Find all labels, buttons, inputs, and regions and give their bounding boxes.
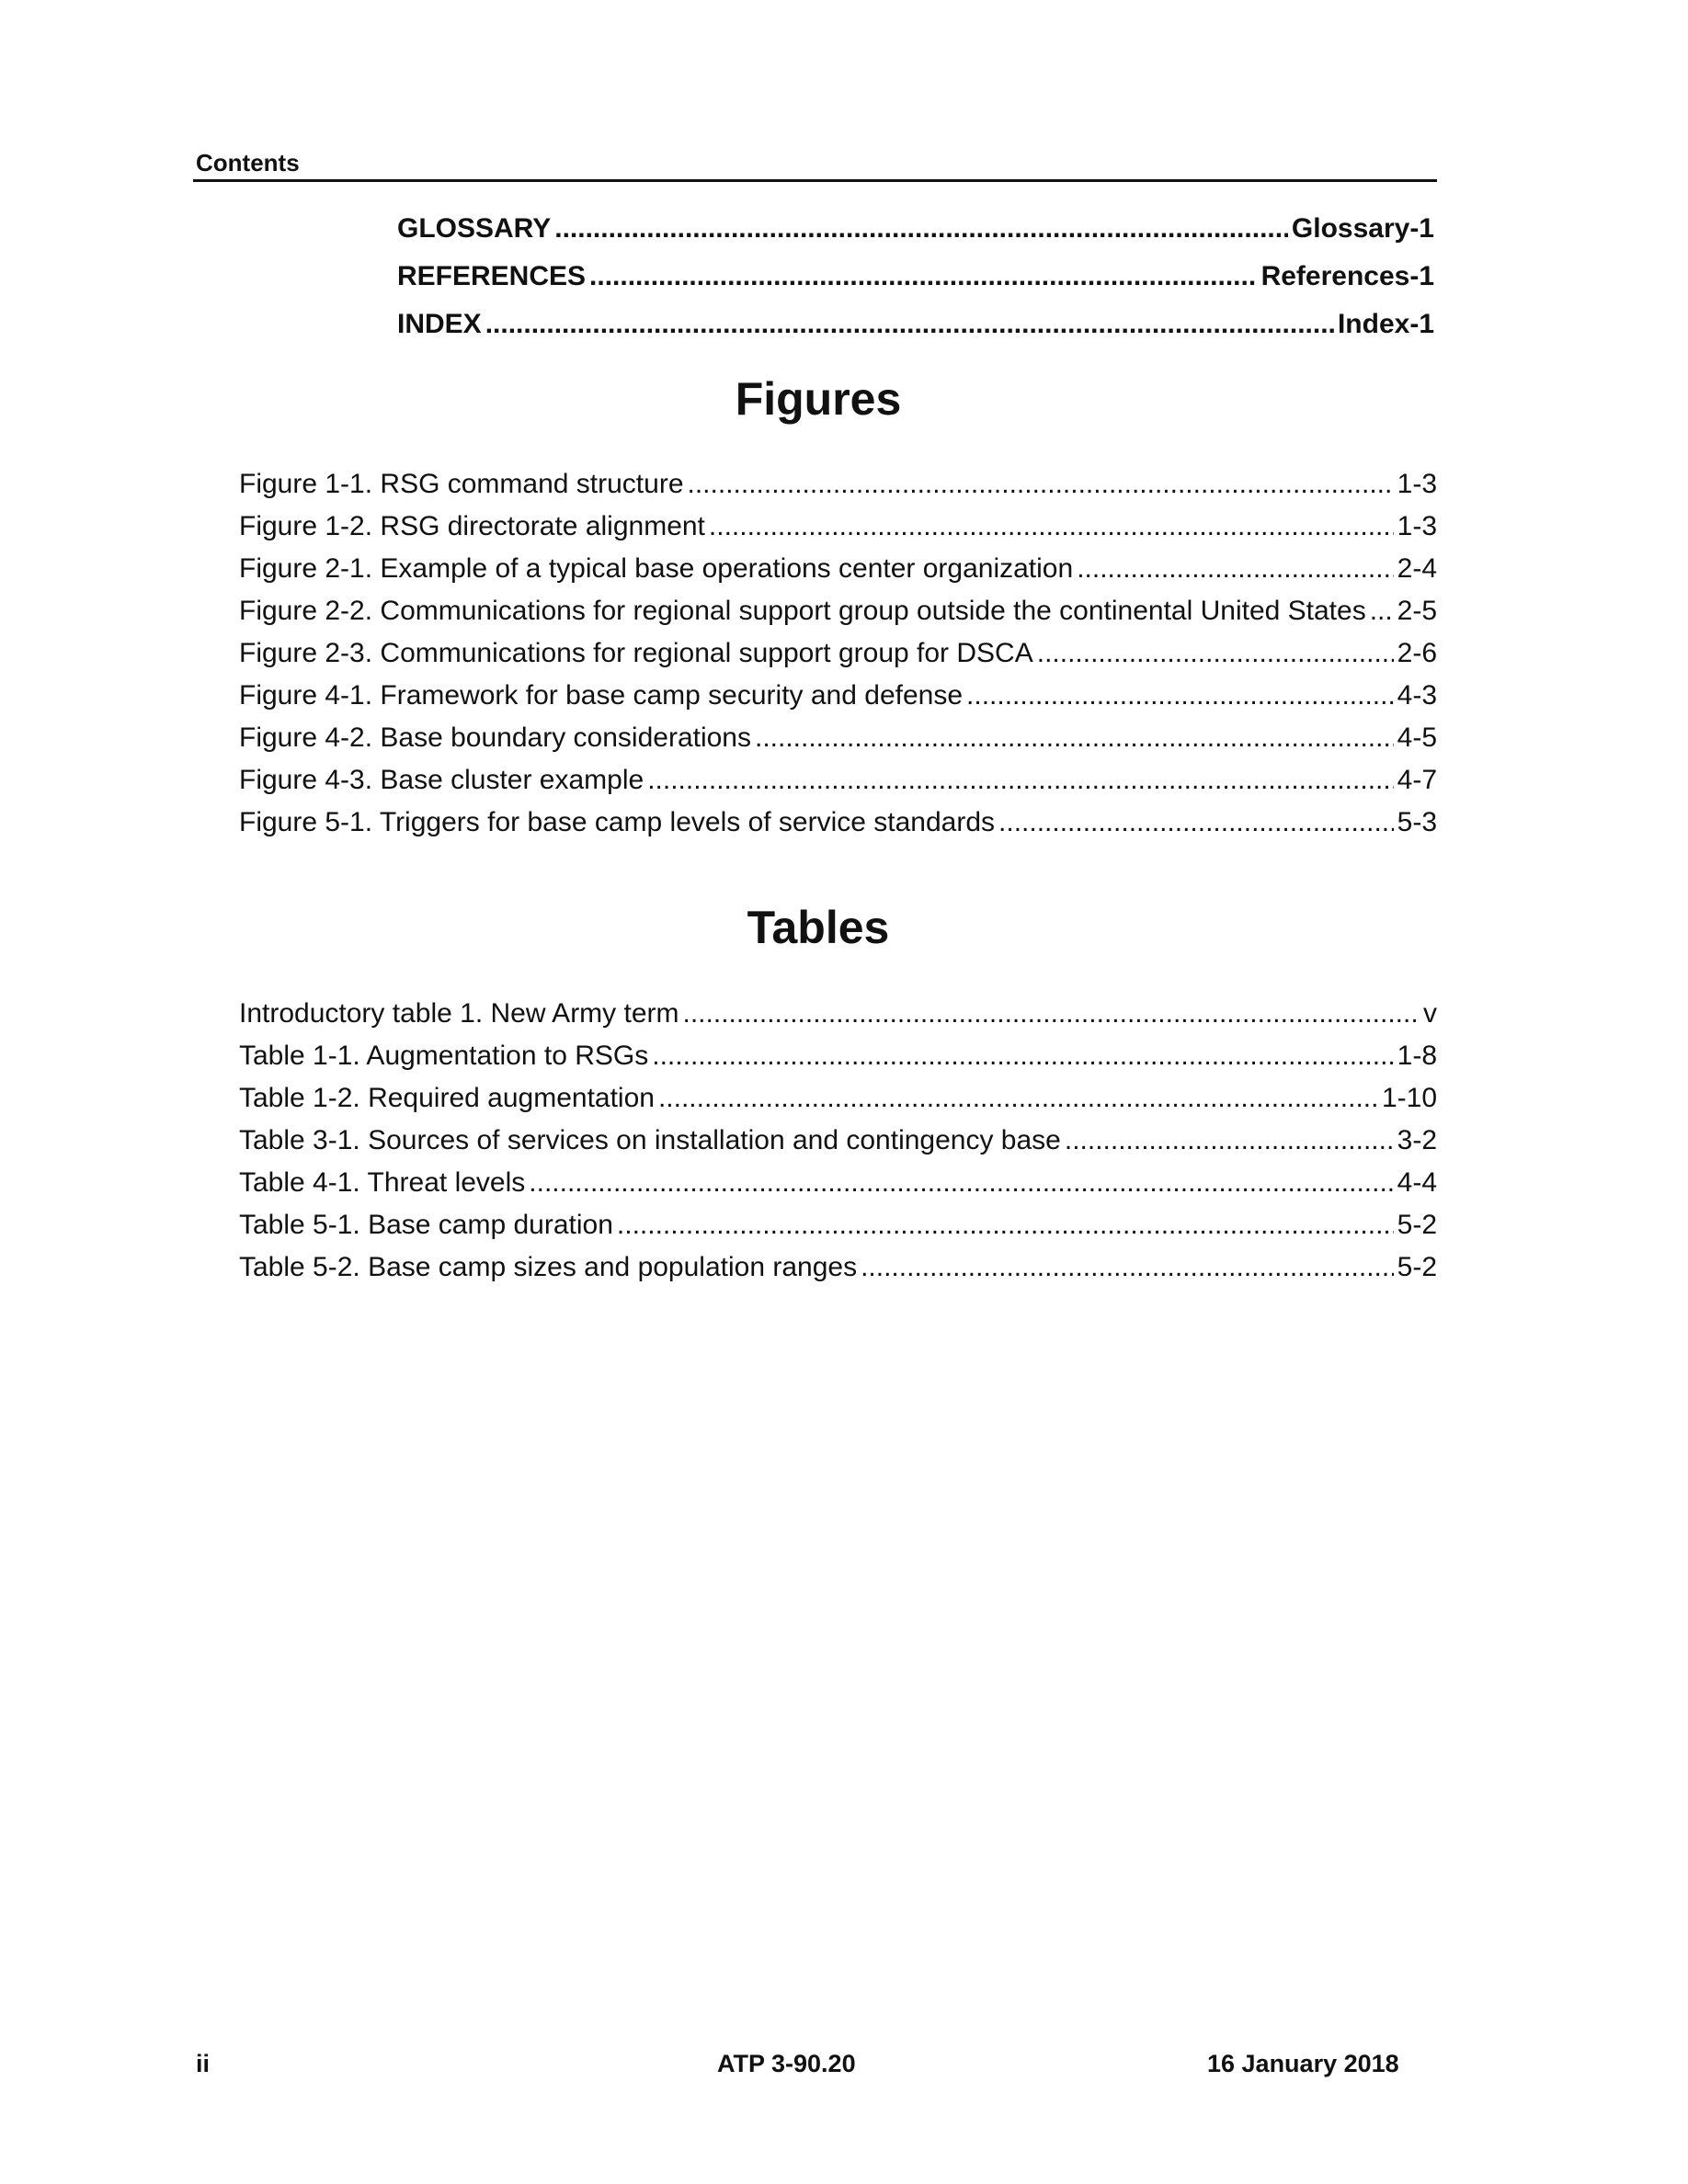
toc-entry-title: INDEX: [397, 309, 482, 339]
dot-leader: [966, 680, 1394, 711]
toc-entry-glossary[interactable]: [397, 213, 1434, 245]
table-page: 3-2: [1397, 1125, 1437, 1155]
running-head: Contents: [196, 149, 300, 176]
dot-leader: [647, 765, 1393, 796]
figure-page: 4-5: [1397, 722, 1437, 753]
figure-list-item[interactable]: [239, 722, 1437, 754]
header-rule: [193, 179, 1437, 182]
table-page: 1-10: [1381, 1083, 1437, 1113]
toc-entry-references[interactable]: [397, 261, 1434, 292]
dot-leader: [1037, 638, 1394, 669]
tables-heading: Tables: [747, 902, 890, 953]
table-page: 5-2: [1397, 1210, 1437, 1240]
figure-title: Figure 2-2. Communications for regional support group outside the continental United States: [239, 596, 1366, 626]
figure-title: Figure 4-1. Framework for base camp security and defense: [239, 680, 964, 711]
toc-entry-page: Glossary-1: [1291, 213, 1434, 244]
toc-entry-title: GLOSSARY: [397, 213, 552, 244]
footer-publication: ATP 3-90.20: [717, 2050, 856, 2077]
table-title: Table 4-1. Threat levels: [239, 1167, 526, 1198]
dot-leader: [709, 511, 1394, 542]
figure-title: Figure 5-1. Triggers for base camp levels of service standards: [239, 807, 996, 837]
table-page: 4-4: [1397, 1167, 1437, 1198]
dot-leader: [688, 469, 1394, 500]
footer-page-number: ii: [196, 2050, 211, 2077]
figure-title: Figure 2-3. Communications for regional support group for DSCA: [239, 638, 1033, 668]
dot-leader: [617, 1210, 1394, 1241]
figures-heading: Figures: [735, 373, 902, 425]
figure-list-item[interactable]: [239, 469, 1437, 500]
toc-entry-page: References-1: [1260, 261, 1434, 291]
table-list-item[interactable]: [239, 1125, 1437, 1156]
dot-leader: [652, 1041, 1393, 1072]
dot-leader: [1077, 553, 1393, 585]
dot-leader: [658, 1083, 1378, 1114]
toc-entry-page: Index-1: [1337, 309, 1434, 339]
table-list-item[interactable]: [239, 1210, 1437, 1241]
figure-page: 2-4: [1397, 553, 1437, 584]
dot-leader: [589, 261, 1258, 292]
figure-page: 5-3: [1397, 807, 1437, 837]
dot-leader: [1065, 1125, 1394, 1156]
table-title: Table 5-2. Base camp sizes and population ranges: [239, 1252, 858, 1282]
footer-date: 16 January 2018: [1207, 2050, 1399, 2077]
figure-title: Figure 1-2. RSG directorate alignment: [239, 511, 705, 541]
figure-list-item[interactable]: [239, 638, 1437, 669]
figure-title: Figure 1-1. RSG command structure: [239, 469, 684, 499]
dot-leader: [861, 1252, 1394, 1283]
table-title: Table 1-2. Required augmentation: [239, 1083, 655, 1113]
toc-entry-title: REFERENCES: [397, 261, 587, 291]
figure-list-item[interactable]: [239, 553, 1437, 585]
figure-page: 2-6: [1397, 638, 1437, 668]
figure-page: 1-3: [1397, 469, 1437, 499]
dot-leader: [998, 807, 1394, 838]
figure-title: Figure 4-2. Base boundary considerations: [239, 722, 751, 753]
figure-title: Figure 2-1. Example of a typical base operations center organization: [239, 553, 1074, 584]
table-title: Table 1-1. Augmentation to RSGs: [239, 1041, 649, 1071]
figure-page: 4-7: [1397, 765, 1437, 795]
figure-page: 1-3: [1397, 511, 1437, 541]
dot-leader: [1370, 596, 1394, 627]
figure-page: 2-5: [1397, 596, 1437, 626]
table-page: 1-8: [1397, 1041, 1437, 1071]
figure-title: Figure 4-3. Base cluster example: [239, 765, 644, 795]
table-page: 5-2: [1397, 1252, 1437, 1282]
figure-page: 4-3: [1397, 680, 1437, 711]
table-list-item[interactable]: [239, 998, 1437, 1029]
dot-leader: [755, 722, 1394, 754]
figure-list-item[interactable]: [239, 765, 1437, 796]
figure-list-item[interactable]: [239, 807, 1437, 838]
table-list-item[interactable]: [239, 1041, 1437, 1072]
table-title: Table 3-1. Sources of services on installation and contingency base: [239, 1125, 1061, 1155]
dot-leader: [485, 309, 1334, 340]
table-list-item[interactable]: [239, 1083, 1437, 1114]
dot-leader: [554, 213, 1288, 245]
table-list-item[interactable]: [239, 1167, 1437, 1199]
table-list-item[interactable]: [239, 1252, 1437, 1283]
figure-list-item[interactable]: [239, 511, 1437, 542]
table-title: Introductory table 1. New Army term: [239, 998, 679, 1029]
toc-entry-index[interactable]: [397, 309, 1434, 340]
table-title: Table 5-1. Base camp duration: [239, 1210, 613, 1240]
figure-list-item[interactable]: [239, 596, 1437, 627]
figure-list-item[interactable]: [239, 680, 1437, 711]
dot-leader: [683, 998, 1420, 1029]
table-page: v: [1423, 998, 1437, 1029]
dot-leader: [529, 1167, 1393, 1199]
